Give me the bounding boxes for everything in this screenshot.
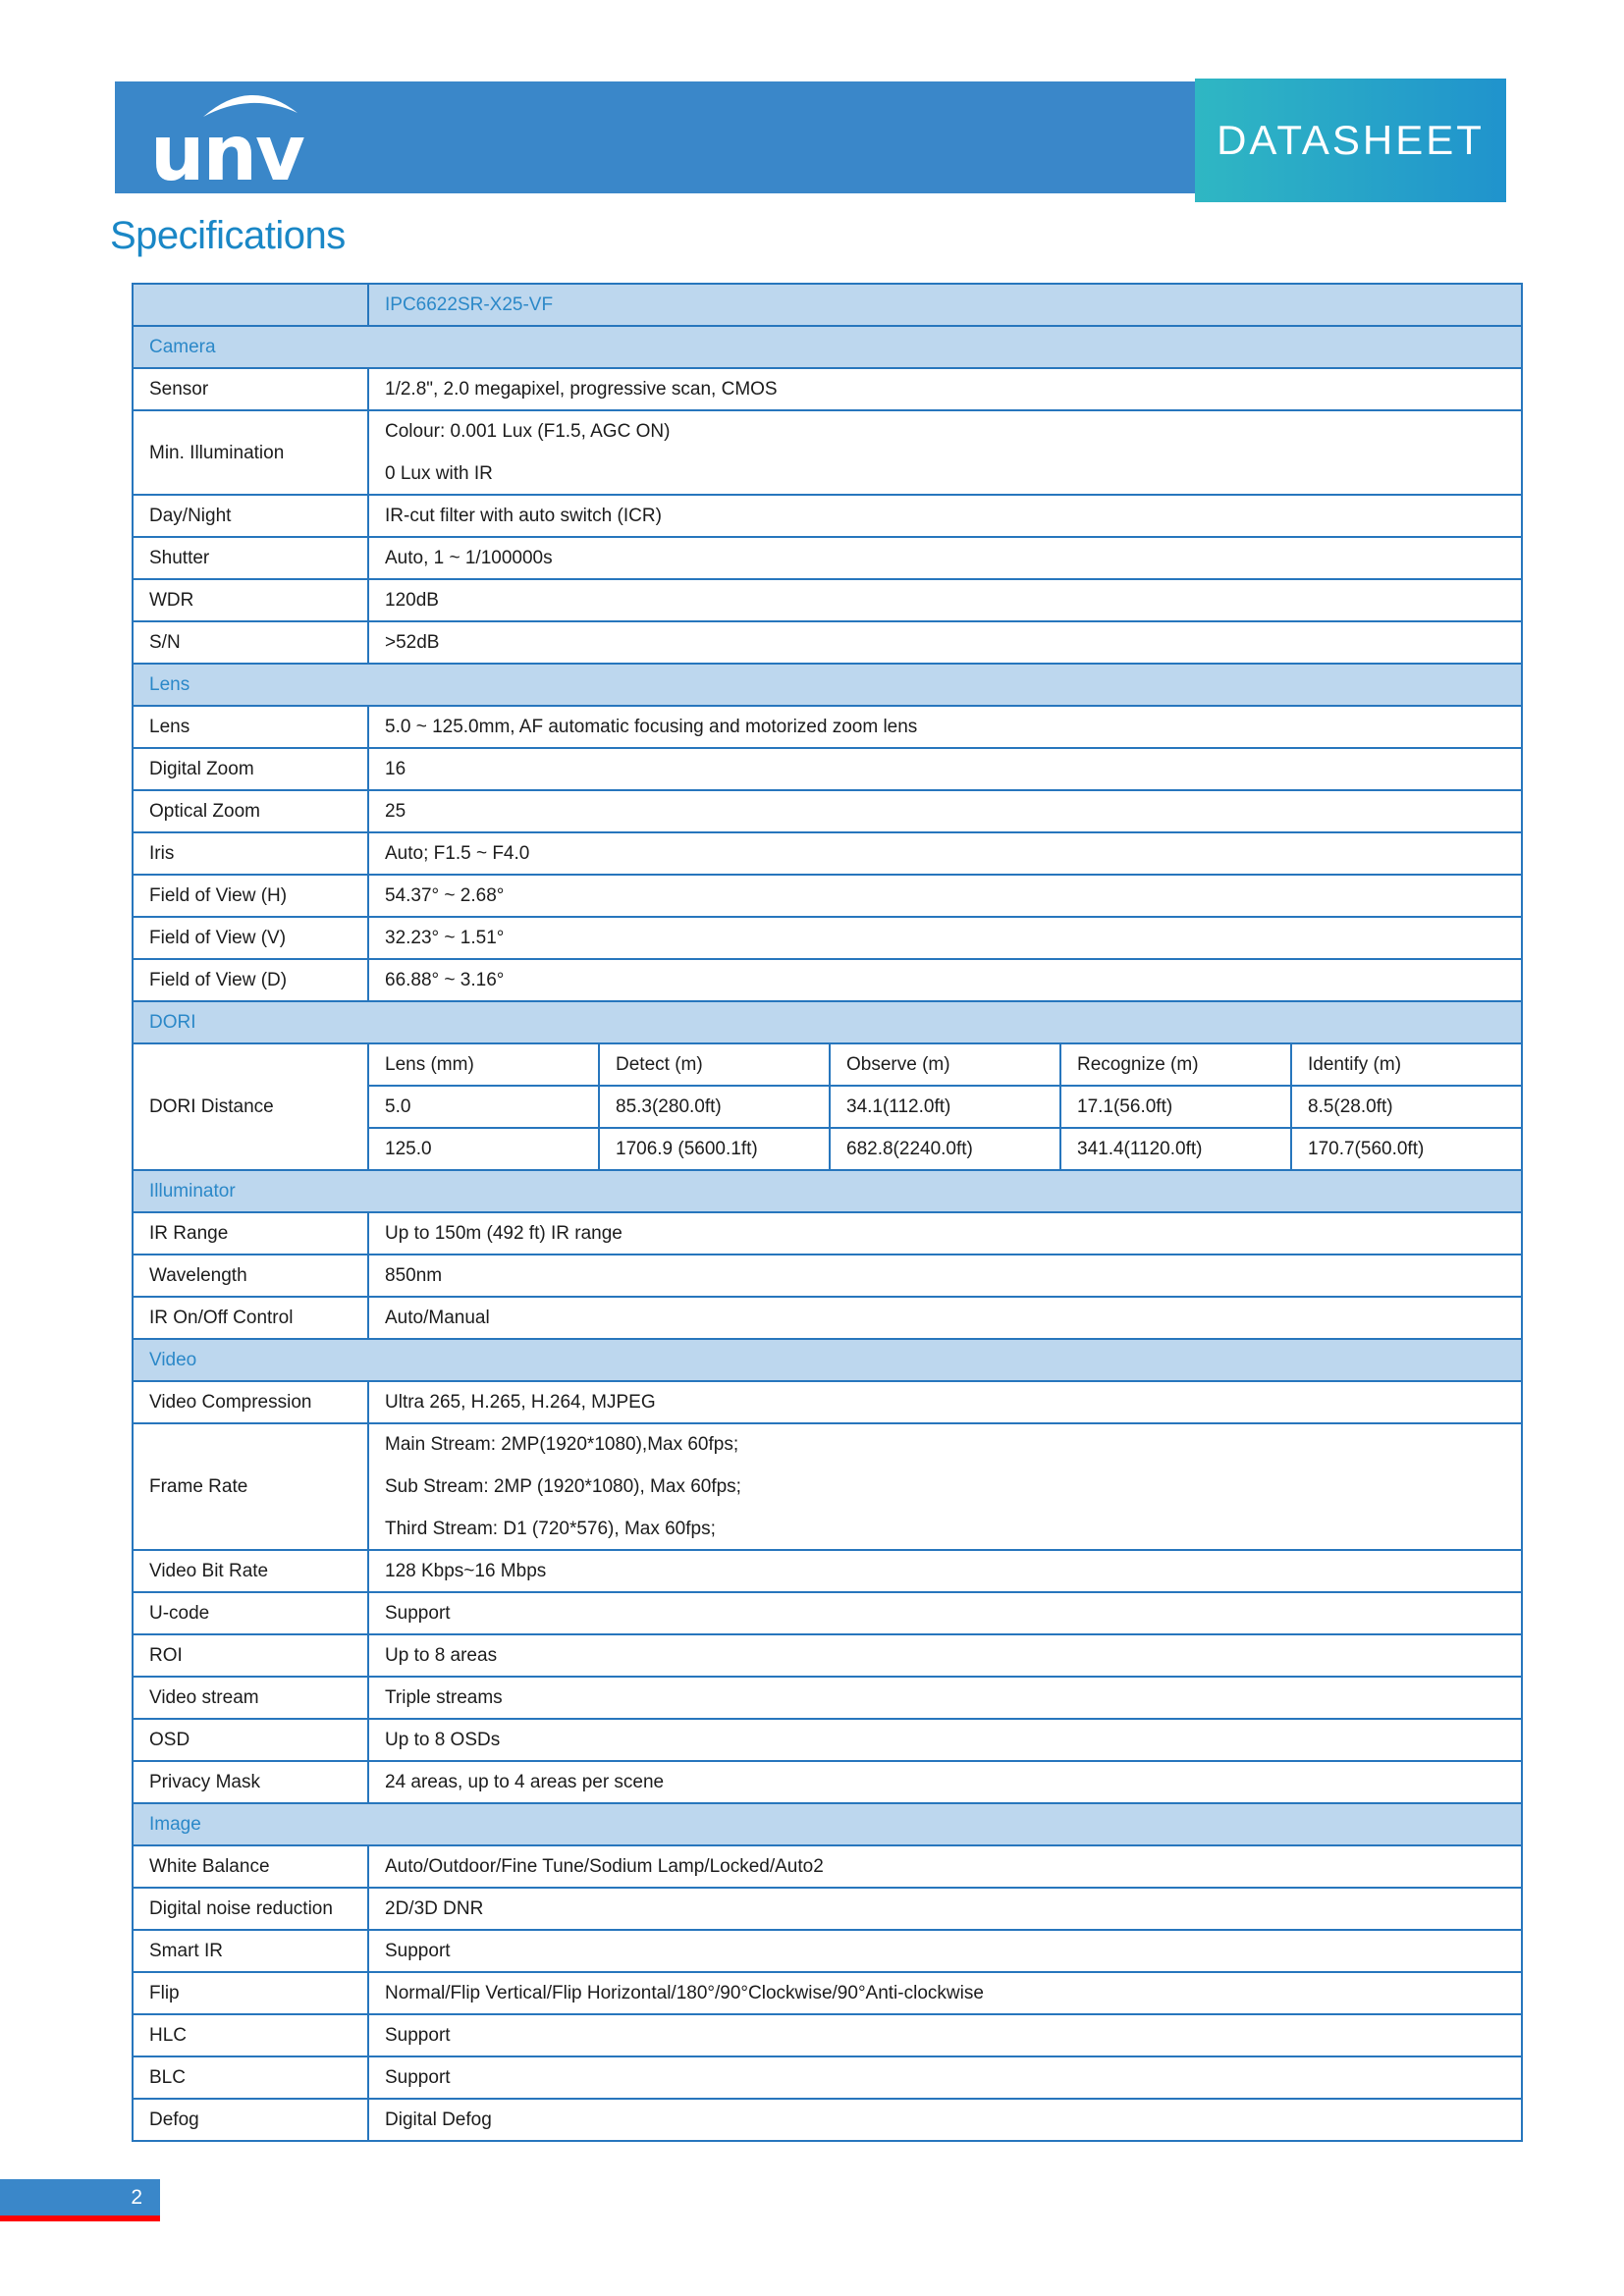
spec-value-cell: 54.37° ~ 2.68°: [368, 875, 1522, 917]
section-header-row: [133, 1803, 1522, 1845]
value-line: Sub Stream: 2MP (1920*1080), Max 60fps;: [385, 1476, 741, 1497]
dori-value-cell: 5.0: [368, 1086, 599, 1128]
page-number-badge: [0, 2179, 160, 2216]
spec-value-cell: Support: [368, 2014, 1522, 2056]
spec-value-cell: 25: [368, 790, 1522, 832]
dori-value-cell: 85.3(280.0ft): [599, 1086, 830, 1128]
dori-column-header: Recognize (m): [1060, 1043, 1291, 1086]
value-line: Third Stream: D1 (720*576), Max 60fps;: [385, 1519, 716, 1539]
dori-column-header: Observe (m): [830, 1043, 1060, 1086]
spec-label-cell: Digital Zoom: [133, 748, 368, 790]
spec-label-cell: IR On/Off Control: [133, 1297, 368, 1339]
spec-row: [133, 1930, 1522, 1972]
spec-row: [133, 537, 1522, 579]
spec-row: [133, 1845, 1522, 1888]
spec-label-cell: Day/Night: [133, 495, 368, 537]
spec-row: [133, 1212, 1522, 1255]
spec-row: [133, 1255, 1522, 1297]
section-header-row: [133, 1001, 1522, 1043]
spec-label-cell: Iris: [133, 832, 368, 875]
spec-label-cell: Field of View (V): [133, 917, 368, 959]
specifications-table-wrap: [132, 283, 1521, 2142]
value-line: Colour: 0.001 Lux (F1.5, AGC ON): [385, 421, 671, 442]
spec-value-cell: 2D/3D DNR: [368, 1888, 1522, 1930]
section-header-row: [133, 664, 1522, 706]
spec-label-cell: Flip: [133, 1972, 368, 2014]
dori-value-cell: 125.0: [368, 1128, 599, 1170]
spec-row: [133, 790, 1522, 832]
dori-value-cell: 8.5(28.0ft): [1291, 1086, 1522, 1128]
section-title-camera: Camera: [133, 326, 1522, 368]
spec-value-cell: 5.0 ~ 125.0mm, AF automatic focusing and motorized zoom lens: [368, 706, 1522, 748]
spec-label-cell: Frame Rate: [133, 1423, 368, 1550]
spec-label-cell: OSD: [133, 1719, 368, 1761]
spec-value-cell: [368, 1423, 1522, 1550]
spec-value-cell: Up to 8 OSDs: [368, 1719, 1522, 1761]
spec-label-cell: White Balance: [133, 1845, 368, 1888]
dori-value-cell: 170.7(560.0ft): [1291, 1128, 1522, 1170]
spec-row: [133, 368, 1522, 410]
spec-row: [133, 410, 1522, 495]
specifications-table: [132, 283, 1523, 2142]
section-title-lens: Lens: [133, 664, 1522, 706]
spec-row: [133, 875, 1522, 917]
spec-row: [133, 1423, 1522, 1550]
dori-column-header: Lens (mm): [368, 1043, 599, 1086]
spec-label-cell: Optical Zoom: [133, 790, 368, 832]
spec-label-cell: S/N: [133, 621, 368, 664]
spec-row: [133, 2099, 1522, 2141]
model-name-cell: IPC6622SR-X25-VF: [368, 284, 1522, 326]
spec-label-cell: ROI: [133, 1634, 368, 1677]
spec-label-cell: Smart IR: [133, 1930, 368, 1972]
section-title-image: Image: [133, 1803, 1522, 1845]
spec-label-cell: Field of View (D): [133, 959, 368, 1001]
spec-row: [133, 2056, 1522, 2099]
model-empty-cell: [133, 284, 368, 326]
spec-label-cell: Shutter: [133, 537, 368, 579]
dori-columns-row: [133, 1043, 1522, 1086]
spec-value-cell: 120dB: [368, 579, 1522, 621]
spec-label-cell: Field of View (H): [133, 875, 368, 917]
dori-value-cell: 682.8(2240.0ft): [830, 1128, 1060, 1170]
spec-value-cell: 850nm: [368, 1255, 1522, 1297]
spec-value-cell: 24 areas, up to 4 areas per scene: [368, 1761, 1522, 1803]
spec-row: [133, 917, 1522, 959]
spec-row: [133, 1719, 1522, 1761]
spec-row: [133, 748, 1522, 790]
model-row: [133, 284, 1522, 326]
spec-value-cell: 66.88° ~ 3.16°: [368, 959, 1522, 1001]
spec-row: [133, 959, 1522, 1001]
spec-label-cell: HLC: [133, 2014, 368, 2056]
spec-row: [133, 579, 1522, 621]
section-title-illuminator: Illuminator: [133, 1170, 1522, 1212]
header-bar: [115, 81, 1506, 193]
unv-logo: [142, 89, 368, 187]
spec-value-cell: Ultra 265, H.265, H.264, MJPEG: [368, 1381, 1522, 1423]
spec-label-cell: IR Range: [133, 1212, 368, 1255]
spec-row: [133, 832, 1522, 875]
spec-label-cell: Video Bit Rate: [133, 1550, 368, 1592]
spec-value-cell: Support: [368, 2056, 1522, 2099]
section-header-row: [133, 1170, 1522, 1212]
spec-row: [133, 495, 1522, 537]
section-header-row: [133, 1339, 1522, 1381]
spec-value-cell: Auto, 1 ~ 1/100000s: [368, 537, 1522, 579]
spec-label-cell: Video stream: [133, 1677, 368, 1719]
spec-value-cell: Support: [368, 1930, 1522, 1972]
spec-value-cell: Auto/Outdoor/Fine Tune/Sodium Lamp/Locked/Auto2: [368, 1845, 1522, 1888]
spec-row: [133, 1297, 1522, 1339]
dori-column-header: Identify (m): [1291, 1043, 1522, 1086]
svg-text:unv: unv: [150, 110, 303, 187]
spec-row: [133, 1381, 1522, 1423]
value-line: 0 Lux with IR: [385, 463, 493, 484]
spec-value-cell: 1/2.8", 2.0 megapixel, progressive scan, CMOS: [368, 368, 1522, 410]
spec-value-cell: IR-cut filter with auto switch (ICR): [368, 495, 1522, 537]
spec-label-cell: U-code: [133, 1592, 368, 1634]
section-title-video: Video: [133, 1339, 1522, 1381]
spec-row: [133, 2014, 1522, 2056]
dori-value-cell: 34.1(112.0ft): [830, 1086, 1060, 1128]
spec-label-cell: Wavelength: [133, 1255, 368, 1297]
dori-value-cell: 1706.9 (5600.1ft): [599, 1128, 830, 1170]
spec-value-cell: [368, 410, 1522, 495]
spec-value-cell: Up to 150m (492 ft) IR range: [368, 1212, 1522, 1255]
spec-row: [133, 1888, 1522, 1930]
spec-label-cell: BLC: [133, 2056, 368, 2099]
spec-row: [133, 1592, 1522, 1634]
spec-row: [133, 621, 1522, 664]
spec-row: [133, 1550, 1522, 1592]
spec-label-cell: DORI Distance: [133, 1043, 368, 1170]
page-title: Specifications: [110, 214, 346, 257]
spec-row: [133, 1634, 1522, 1677]
spec-value-cell: Normal/Flip Vertical/Flip Horizontal/180°/90°Clockwise/90°Anti-clockwise: [368, 1972, 1522, 2014]
spec-row: [133, 1677, 1522, 1719]
value-line: Main Stream: 2MP(1920*1080),Max 60fps;: [385, 1434, 739, 1455]
spec-row: [133, 1972, 1522, 2014]
spec-value-cell: Up to 8 areas: [368, 1634, 1522, 1677]
spec-label-cell: Min. Illumination: [133, 410, 368, 495]
spec-value-cell: Digital Defog: [368, 2099, 1522, 2141]
spec-label-cell: WDR: [133, 579, 368, 621]
spec-label-cell: Sensor: [133, 368, 368, 410]
dori-column-header: Detect (m): [599, 1043, 830, 1086]
section-header-row: [133, 326, 1522, 368]
spec-value-cell: Triple streams: [368, 1677, 1522, 1719]
spec-value-cell: >52dB: [368, 621, 1522, 664]
page-number: 2: [131, 2185, 142, 2209]
spec-value-cell: 128 Kbps~16 Mbps: [368, 1550, 1522, 1592]
footer-red-line: [0, 2216, 160, 2221]
dori-value-cell: 341.4(1120.0ft): [1060, 1128, 1291, 1170]
spec-value-cell: Support: [368, 1592, 1522, 1634]
spec-value-cell: 16: [368, 748, 1522, 790]
section-title-dori: DORI: [133, 1001, 1522, 1043]
dori-value-cell: 17.1(56.0ft): [1060, 1086, 1291, 1128]
spec-label-cell: Video Compression: [133, 1381, 368, 1423]
spec-label-cell: Defog: [133, 2099, 368, 2141]
spec-value-cell: Auto/Manual: [368, 1297, 1522, 1339]
spec-row: [133, 706, 1522, 748]
datasheet-banner: DATASHEET: [1195, 79, 1506, 202]
spec-label-cell: Lens: [133, 706, 368, 748]
spec-label-cell: Digital noise reduction: [133, 1888, 368, 1930]
spec-row: [133, 1761, 1522, 1803]
spec-value-cell: 32.23° ~ 1.51°: [368, 917, 1522, 959]
spec-value-cell: Auto; F1.5 ~ F4.0: [368, 832, 1522, 875]
spec-label-cell: Privacy Mask: [133, 1761, 368, 1803]
